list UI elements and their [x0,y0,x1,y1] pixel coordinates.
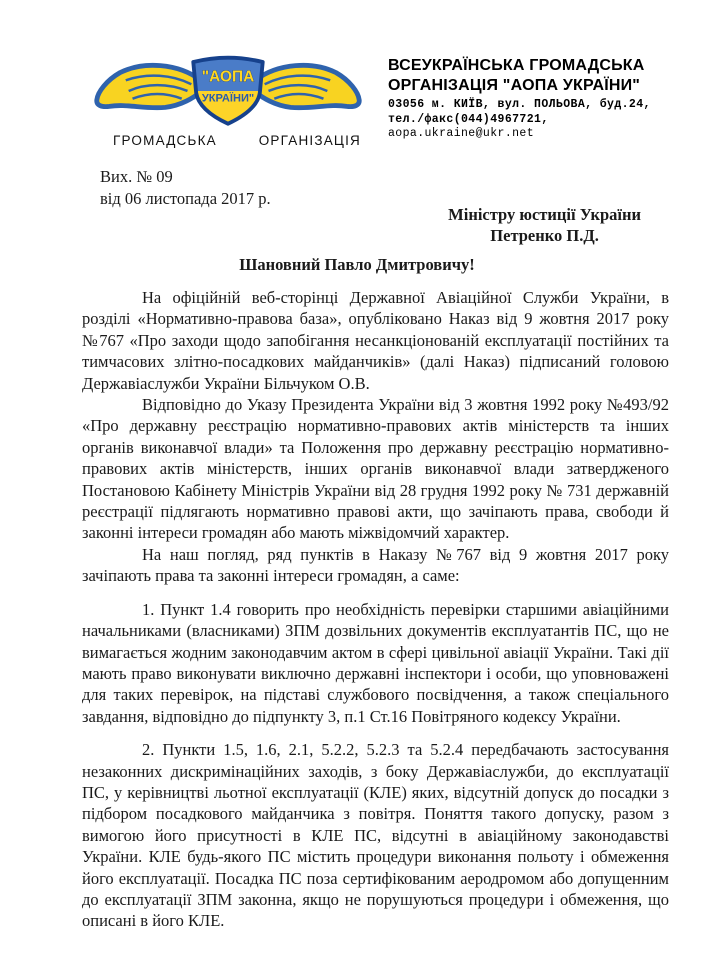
logo-right-wing-icon [255,65,359,107]
paragraph-opinion: На наш погляд, ряд пунктів в Наказу №767 від 9 жовтня 2017 року зачіпають права та законні інтереси громадян, а саме: [82,544,669,586]
salutation: Шановний Павло Дмитровичу! [239,255,475,274]
reference-number: Вих. № 09 [100,167,173,186]
addressee-title: Міністру юстиції України [448,205,641,224]
logo-caption-right: ОРГАНІЗАЦІЯ [258,133,361,148]
org-address-street: 03056 м. КИЇВ, вул. ПОЛЬОВА, буд.24, [388,98,651,111]
paragraph-legal-basis: Відповідно до Указу Президента України від 3 жовтня 1992 року №493/92 «Про державну реєстрацію нормативно-правових актів міністерств та інших органів виконавчої влади» та Положення про державну реєстрацію нормативно-правових актів міністерств, інших органів виконавчої влади затвердженого Постановою Кабінету Міністрів України від 28 грудня 1992 року № 731 державній реєстрації підлягають нормативно правові акти, що зачіпають права, свободи й законні інтереси громадян або мають міжвідомчий характер. [82,395,669,543]
paragraph-point-2: 2. Пункти 1.5, 1.6, 2.1, 5.2.2, 5.2.3 та 5.2.4 передбачають застосування незаконних дискримінаційних заходів, з боку Державіаслужби, до експлуатації ПС, у керівництві льотної експлуатації (КЛЕ) яких, відсутній допуск до посадки з підбором посадкового майданчика з повітря. Поняття такого допуску, разом з вимогою його присутності в КЛЕ ПС, відсутні в авіаційному законодавстві України. КЛЕ будь-якого ПС містить процедури виконання польоту і обмеження його експлуатації. Посадка ПС поза сертифікованим аеродромом або допущенним до експлуатації ЗПМ законна, якщо не порушуються процедури і обмеження, що описані в його КЛЕ. [82,740,669,931]
logo-captions [93,133,363,148]
logo-shield-top-text: "АОПА [201,68,255,86]
org-phone: тел./факс(044)4967721, [388,112,549,126]
letter-body [82,287,669,932]
org-header [388,56,719,142]
aopa-wings-shield-icon [93,50,363,130]
logo-caption-left: ГРОМАДСЬКА [113,133,217,148]
org-name-line1: ВСЕУКРАЇНСЬКА ГРОМАДСЬКА [388,57,645,74]
logo-left-wing-icon [97,65,201,107]
addressee-block [448,205,641,246]
reference-date: від 06 листопада 2017 р. [100,188,271,208]
addressee-name: Петренко П.Д. [490,225,599,245]
org-name-line2: ОРГАНІЗАЦІЯ "АОПА УКРАЇНИ" [388,77,641,94]
aopa-logo [93,50,363,148]
logo-shield-bottom-text: УКРАЇНИ" [201,92,255,105]
reference-block [100,166,271,209]
org-email: aopa.ukraine@ukr.net [388,127,535,140]
paragraph-point-1: 1. Пункт 1.4 говорить про необхідність перевірки старшими авіаційними начальниками (власниками) ЗПМ дозвільних документів експлуатантів ПС, що не вимагається жодним законодавчим актом в сфері цивільної авіації України. Такі дії мають право виконувати виключно державні інспектори і особи, що уповноважені для таких перевірок, на підставі службового посвідчення, а також спеціального завдання, відповідно до підпункту 3, п.1 Ст.16 Повітряного кодексу України. [82,599,669,726]
paragraph-intro: На офіційній веб-сторінці Державної Авіаційної Служби України, в розділі «Нормативно-правова база», опубліковано Наказ від 9 жовтня 2017 року №767 «Про заходи щодо запобігання несанкціонованій експлуатації постійних та тимчасових злітно-посадкових майданчиків» (далі Наказ) підписаний головою Державіаслужби України Більчуком О.В. [82,288,669,393]
logo-shield-icon [193,58,262,124]
